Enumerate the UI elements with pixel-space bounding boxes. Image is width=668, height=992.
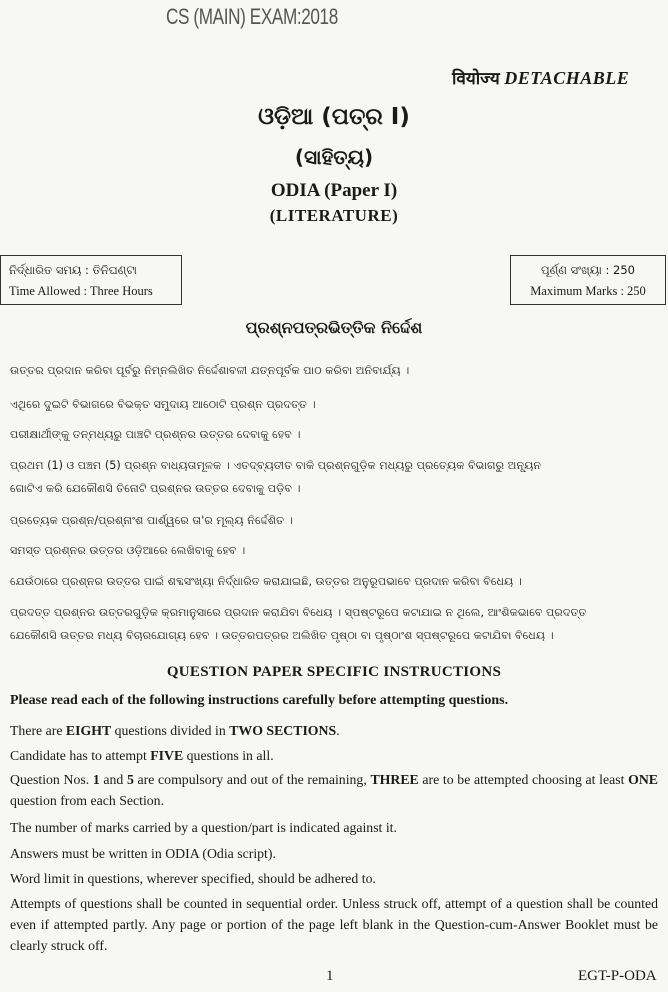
odia-instruction-line: ପରୀକ୍ଷାର୍ଥୀଙ୍କୁ ତନ୍ମଧ୍ୟରୁ ପାଞ୍ଚଟି ପ୍ରଶ୍ନର ଉତ୍ତର ଦେବାକୁ ହେବ । — [10, 428, 301, 441]
detachable-english: DETACHABLE — [504, 68, 630, 88]
odia-instruction-line: ଗୋଟିଏ କରି ଯେକୌଣସି ତିନୋଟି ପ୍ରଶ୍ନର ଉତ୍ତର ଦେବାକୁ ପଡ଼ିବ । — [10, 482, 301, 495]
instruction-answer-language: Answers must be written in ODIA (Odia script). — [10, 846, 276, 861]
instruction-attempt-five: Candidate has to attempt FIVE questions in all. — [10, 748, 274, 763]
paper-title-odia: ଓଡ଼ିଆ (ପତ୍ର I) — [258, 104, 410, 130]
detachable-hindi: वियोज्य — [452, 69, 500, 89]
odia-instruction-line: ସମସ୍ତ ପ୍ରଶ୍ନର ଉତ୍ତର ଓଡ଼ିଆରେ ଲେଖିବାକୁ ହେବ । — [10, 544, 246, 557]
odia-instruction-line: ପ୍ରଦତ୍ତ ପ୍ରଶ୍ନର ଉତ୍ତରଗୁଡ଼ିକ କ୍ରମାନୁସାରେ ପ୍ରଦାନ କରାଯିବା ବିଧେୟ । ସ୍ପଷ୍ଟରୂପେ କଟାଯାଇ ନ ଥିଲେ, ଆଂଶିକଭାବେ ପ୍ରଦତ୍ତ — [10, 606, 587, 619]
instruction-compulsory-questions: Question Nos. 1 and 5 are compulsory and out of the remaining, THREE are to be attempted choosing at least ONE question from each Section. — [10, 772, 658, 808]
paper-title-english: ODIA (Paper I) — [270, 180, 398, 201]
odia-instruction-line: ପ୍ରଥମ (1) ଓ ପଞ୍ଚମ (5) ପ୍ରଶ୍ନ ବାଧ୍ୟତାମୂଳକ । ଏତଦ୍‌ବ୍ୟତୀତ ବାକି ପ୍ରଶ୍ନଗୁଡ଼ିକ ମଧ୍ୟରୁ ପ୍ରତ୍ୟେକ ବିଭାଗରୁ ଅନ୍ୟୂନ — [10, 459, 542, 472]
odia-instruction-line: ପ୍ରତ୍ୟେକ ପ୍ରଶ୍ନ/ପ୍ରଶ୍ନାଂଶ ପାର୍ଶ୍ୱରେ ତା'ର ମୂଲ୍ୟ ନିର୍ଦ୍ଦେଶିତ । — [10, 514, 293, 527]
instruction-word-limit: Word limit in questions, wherever specified, should be adhered to. — [10, 871, 376, 886]
page-number: 1 — [326, 968, 334, 984]
time-allowed-odia: ନିର୍ଦ୍ଧାରିତ ସମୟ : ତିନିଘଣ୍ଟା — [9, 263, 137, 277]
instruction-sequential-order: Attempts of questions shall be counted in sequential order. Unless struck off, attempt of a question shall be counted even if attempted partly. Any page or portion of the page left blank in the Question-cum-Answer Booklet must be clearly struck off. — [10, 896, 658, 953]
odia-instruction-line: ଏଥିରେ ଦୁଇଟି ବିଭାଗରେ ବିଭକ୍ତ ସମୁଦାୟ ଆଠୋଟି ପ୍ରଶ୍ନ ପ୍ରଦତ୍ତ । — [10, 398, 316, 411]
odia-instruction-line: ଉତ୍ତର ପ୍ରଦାନ କରିବା ପୂର୍ବରୁ ନିମ୍ନଲିଖିତ ନିର୍ଦ୍ଦେଶାବଳୀ ଯତ୍ନପୂର୍ବକ ପାଠ କରିବା ଅନିବାର୍ଯ୍ୟ । — [10, 364, 410, 377]
maximum-marks-box — [510, 255, 666, 305]
time-allowed-english: Time Allowed : Three Hours — [9, 284, 153, 298]
maximum-marks-english: Maximum Marks : 250 — [530, 284, 646, 298]
paper-subtitle-odia: (ସାହିତ୍ୟ) — [294, 145, 374, 169]
odia-instruction-line: ଯେକୌଣସି ଉତ୍ତର ମଧ୍ୟ ବିଚାରଯୋଗ୍ୟ ହେବ । ଉତ୍ତରପତ୍ରର ଅଲିଖିତ ପୃଷ୍ଠା ବା ପୃଷ୍ଠାଂଶ ସ୍ପଷ୍ଟରୂପେ କଟାଯିବା ବିଧେୟ । — [10, 629, 554, 642]
odia-instructions-heading: ପ୍ରଶ୍ନପତ୍ରଭିତ୍ତିକ ନିର୍ଦ୍ଦେଶ — [245, 318, 423, 337]
english-instructions-heading: QUESTION PAPER SPECIFIC INSTRUCTIONS — [166, 664, 502, 680]
paper-subtitle-english: (LITERATURE) — [269, 206, 399, 225]
detachable-label — [452, 66, 629, 89]
instruction-questions-count: There are EIGHT questions divided in TWO SECTIONS. — [10, 723, 340, 738]
exam-stamp: CS (MAIN) EXAM:2018 — [166, 4, 338, 29]
time-allowed-box — [0, 255, 182, 305]
odia-instruction-line: ଯେଉଁଠାରେ ପ୍ରଶ୍ନର ଉତ୍ତର ପାଇଁ ଶବ୍ଦସଂଖ୍ୟା ନିର୍ଦ୍ଧାରିତ କରାଯାଇଛି, ଉତ୍ତର ଅନୁରୂପଭାବେ ପ୍ରଦାନ କରିବା ବିଧେୟ । — [10, 575, 522, 588]
english-instructions-lead: Please read each of the following instructions carefully before attempting questions. — [10, 693, 509, 708]
maximum-marks-odia: ପୂର୍ଣ୍ଣ ସଂଖ୍ୟା : 250 — [541, 263, 635, 277]
paper-code: EGT-P-ODA — [578, 968, 657, 984]
instruction-marks-indicated: The number of marks carried by a question/part is indicated against it. — [10, 820, 397, 835]
